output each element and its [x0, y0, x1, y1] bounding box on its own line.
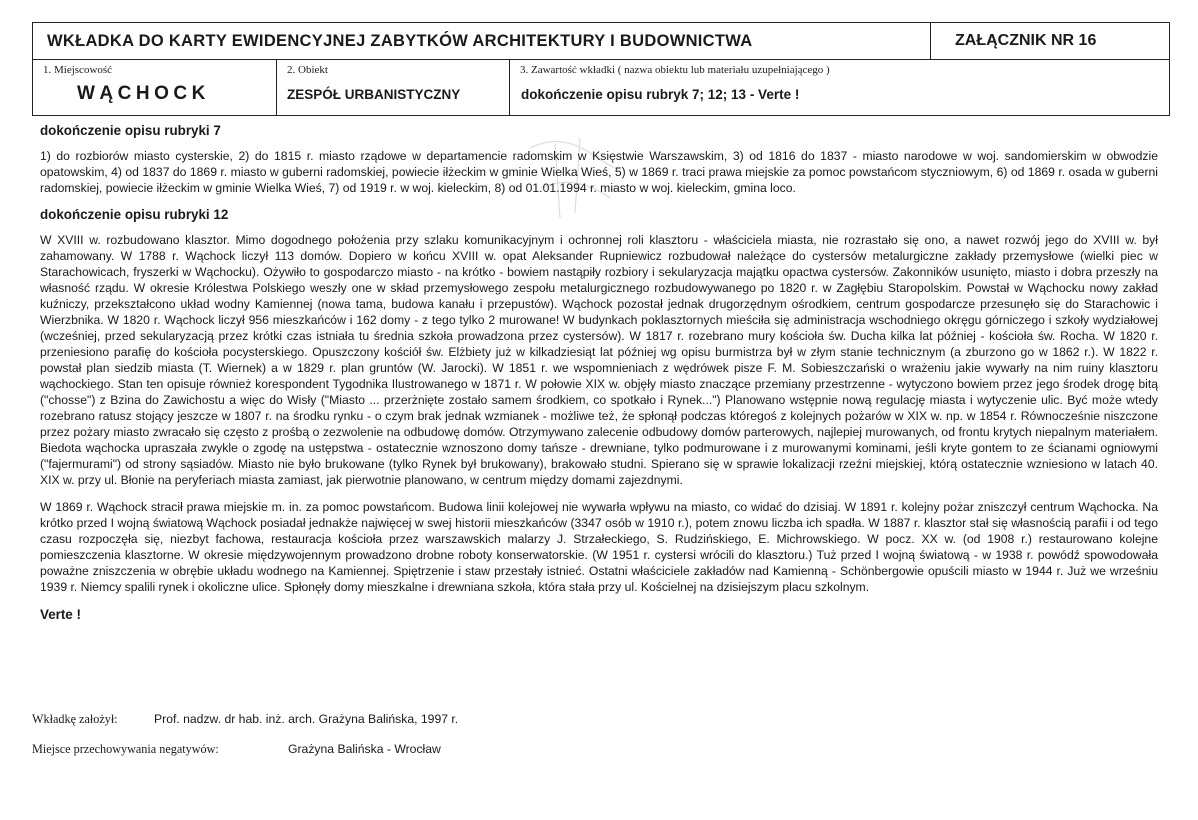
object-label: 2. Obiekt — [287, 64, 328, 76]
author-label: Wkładkę założył: — [32, 712, 118, 726]
locality-label: 1. Miejscowość — [43, 64, 113, 76]
negatives-label: Miejsce przechowywania negatywów: — [32, 742, 219, 756]
section-7-text: 1) do rozbiorów miasto cysterskie, 2) do 1815 r. miasto rządowe w departamencie radomskim w Księstwie Warszawskim, 3) od 1816 do 1837 - miasto narodowe w woj. sandomierskim w obwodzie opatowskim, 4) od 1837 do 1869 r. miasto w guberni radomskiej, powiecie iłżeckim w gminie Wielka Wieś, 5) w 1869 r. traci prawa miejskie za pomoc powstańcom styczniowym, 6) od 1869 r. osada w guberni radomskiej, powiecie iłżeckim w gminie Wielka Wieś, 7) od 1919 r. w woj. kieleckim, 8) od 01.01.1994 r. miasto w woj. kieleckim, gmina loco. — [40, 149, 1158, 195]
section-12-paragraph-2: W 1869 r. Wąchock stracił prawa miejskie m. in. za pomoc powstańcom. Budowa linii kolejowej nie wywarła wpływu na miasto, co widać do dzisiaj. W 1891 r. kolejny pożar zniszczył centrum Wąchocka. Na krótko przed I wojną światową Wąchock posiadał jednakże najwięcej w swej historii mieszkańców (3347 osób w 1910 r.), potem znowu liczba ich spadła. W 1887 r. klasztor stał się własnością parafii i od tego czasu rozpoczęła się, niezbyt fachowa, restauracja kościoła przez warszawskich malarzy J. Strzałeckiego, S. Rudzińskiego, E. Michrowskiego. W pocz. XX w. (od 1908 r.) restaurowano kolejne pomieszczenia klasztorne. W okresie międzywojennym prowadzono drobne roboty konserwatorskie. (W 1951 r. cystersi wrócili do klasztoru.) Tuż przed I wojną światową - w 1938 r. powódź spowodowała poważne zniszczenia w obrębie układu wodnego na Kamiennej. Spiętrzenie i staw przestały istnieć. Ostatni właściciele zakładów nad Kamienną - Schönbergowie opuścili miasto w 1944 r. Już we wrześniu 1939 r. Niemcy spalili rynek i okoliczne ulice. Spłonęły domy mieszkalne i drewniana szkoła, która stała przy ul. Kościelnej na dzisiejszym placu szkolnym. — [40, 500, 1158, 594]
content-box — [510, 59, 1169, 115]
verte-note: Verte ! — [40, 607, 81, 622]
locality-value: WĄCHOCK — [77, 83, 210, 104]
locality-box — [33, 59, 277, 115]
content-label: 3. Zawartość wkładki ( nazwa obiektu lub materiału uzupełniającego ) — [520, 64, 830, 76]
author-line — [32, 712, 459, 727]
section-7-heading: dokończenie opisu rubryki 7 — [40, 123, 221, 138]
document-header — [32, 22, 1170, 60]
author-value: Prof. nadzw. dr hab. inż. arch. Grażyna Balińska, 1997 r. — [154, 712, 459, 726]
section-12-heading: dokończenie opisu rubryki 12 — [40, 207, 229, 222]
negatives-value: Grażyna Balińska - Wrocław — [288, 742, 441, 756]
section-12-paragraph-1: W XVIII w. rozbudowano klasztor. Mimo dogodnego położenia przy szlaku komunikacyjnym i ochronnej roli klasztoru - właściciela miasta, nie rozrastało się ono, a nawet rozwój jego do XVIII w. był zahamowany. W 1788 r. Wąchock liczył 113 domów. Dopiero w końcu XVIII w. opat Aleksander Rupniewicz rozbudował należące do cystersów metalurgiczne zakłady przemysłowe (wielki piec w Starachowicach, fryszerki w Wąchocku). Ożywiło to gospodarczo miasto - na krótko - bowiem nastąpiły rozbiory i sekularyzacja majątku opactwa cystersów. Zakonników usunięto, miasto i dobra przeszły na własność rządu. W okresie Królestwa Polskiego weszły one w skład przemysłowego zespołu metalurgicznego rozbudowywanego po 1820 r. w Zagłębiu Staropolskim. Powstał w Wąchocku nowy zakład kuźniczy, przekształcono układ wodny Kamiennej (nowa tama, budowa kanału i przepustów). Wąchock pozostał jednak drugorzędnym ośrodkiem, centrum gospodarcze przesunęło się do Starachowic i Wierzbnika. W 1820 r. Wąchock liczył 956 mieszkańców i 162 domy - z tego tylko 2 murowane! W budynkach poklasztornych mieściła się administracja wschodniego okręgu górniczego i szkoły wydziałowej (wcześniej, przed sekularyzacją przez krótki czas istniała tu średnia szkoła prowadzona przez cystersów). W 1817 r. rozebrano mury kościoła św. Ducha kilka lat później - kościoła św. Rocha. W 1820 r. przeniesiono parafię do kościoła pocysterskiego. Opuszczony kościół św. Elżbiety już w kilkadziesiąt lat później wg opisu burmistrza był w złym stanie technicznym (a zburzono go w 1862 r.). W 1822 r. powstał plan siedzib miasta (T. Wiernek) a w 1829 r. plan gruntów (W. Jarocki). W 1851 r. we wspomnieniach z wędrówek pisze F. M. Sobieszczański o wrażeniu jakie wywarły na nim ruiny klasztoru wąchockiego. Stan ten opisuje również korespondent Tygodnika Ilustrowanego w 1871 r. W połowie XIX w. objęły miasto znaczące przemiany przestrzenne - wytyczono bowiem przez jego środek drogę bitą ("chosse") z Bzina do Zawichostu a więc do Wisły ("Miasto ... przerżnięte zostało samem środkiem, co spotkało i Rynek...") Planowano wstępnie nową regulację miasta i wytyczenie ulic. Być może wtedy rozebrano ratusz stojący jeszcze w 1807 r. na środku rynku - o czym brak jednak wzmianek - możliwe też, że spłonął podczas któregoś z kolejnych pożarów w XIX w. np. w 1854 r. Równocześnie niszczone przez pożary miasto zwracało się często z prośbą o zezwolenie na odbudowę domów. Otrzymywano zalecenie odbudowy domów parterowych, najlepiej murowanych, od frontu krytych niepalnym materiałem. Biedota wąchocka upraszała zwykle o zgodę na ustępstwa - ostatecznie wznoszono domy tańsze - drewniane, tylko podmurowane i z murowanymi kominami, jeśli kryte gontem to ze ścianami ogniowymi ("fajermurami") od strony sąsiadów. Miasto nie było brukowane (tylko Rynek był brukowany), brakowało studni. Spierano się w sprawie lokalizacji rzeźni miejskiej, którą ostatecznie wzniesiono w latach 40. XIX w. przy ul. Błonie na peryferiach miasta zamiast, jak pierwotnie planowano, w centrum między domami zajezdnymi. — [40, 233, 1158, 487]
document-body — [40, 123, 1158, 623]
object-box — [277, 59, 510, 115]
negatives-line — [32, 742, 441, 757]
object-value: ZESPÓŁ URBANISTYCZNY — [287, 87, 461, 102]
content-value: dokończenie opisu rubryk 7; 12; 13 - Verte ! — [521, 87, 800, 102]
document-title: WKŁADKA DO KARTY EWIDENCYJNEJ ZABYTKÓW ARCHITEKTURY I BUDOWNICTWA — [47, 32, 753, 50]
annex-number: ZAŁĄCZNIK NR 16 — [930, 23, 1170, 59]
metadata-boxes — [32, 59, 1170, 116]
